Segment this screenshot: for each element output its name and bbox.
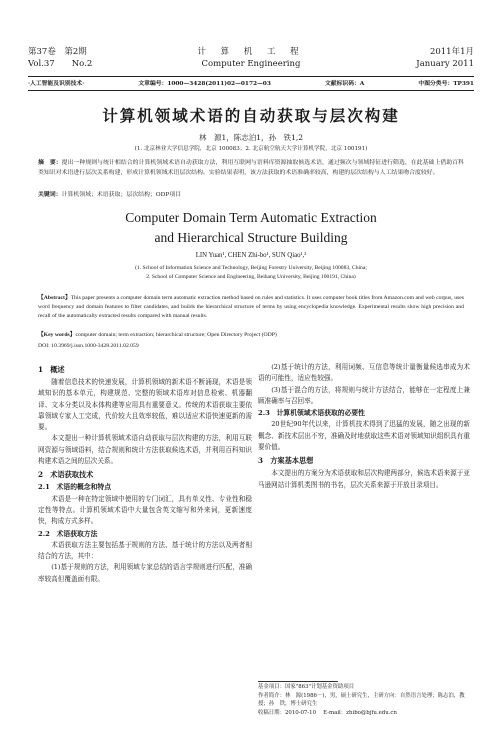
footnote-email: E-mail：zhibo@bjfu.edu.cn [323,709,397,716]
title-en-line-2: and Hierarchical Structure Building [154,230,348,245]
keywords-en-text: computer domain; term extraction; hierarchical structure; Open Directory Project (ODP) [75,332,277,338]
running-header [28,46,474,76]
section-2-2-heading: 2.2 术语获取方法 [38,529,98,538]
section-2-2-paragraph-1: 术语获取方法主要包括基于规则的方法、基于统计的方法以及两者相结合的方法，其中： [38,540,252,561]
keywords-cn [38,190,464,200]
section-2-2-item-3: (3)基于混合的方法，将规则与统计方法结合，能够在一定程度上兼顾准确率与召回率。 [258,385,470,405]
section-3-heading: 3 方案基本思想 [258,456,314,466]
clc-number: 中图分类号：TP391 [418,81,474,87]
footnote-received: 收稿日期：2010-07-10 [258,709,317,716]
keywords-cn-label: 关键词： [38,191,62,198]
abstract-en-label: 【Abstract】 [38,295,71,301]
journal-name-cn: 计 算 机 工 程 [197,47,305,57]
date-en: January 2011 [416,59,474,69]
paper-title-cn: 计算机领域术语的自动获取与层次构建 [102,106,400,125]
affiliation-en-2: 2. School of Computer Science and Engineering, Beihang University, Beijing 100191, China) [146,274,356,280]
affiliation-en-1: (1. School of Information Science and Technology, Beijing Forestry University, Beijing 100083, China; [135,265,367,271]
authors-cn: 林 源1，陈志泊1，孙 铁1,2 [199,133,303,142]
abstract-en [38,294,464,322]
volume-cn: 第37卷 第2期 [28,47,87,57]
footnote-rule [258,681,338,682]
header-rule-bottom [28,90,474,91]
affiliation-cn: (1. 北京林业大学信息学院，北京 100083；2. 北京航空航天大学计算机学院，北京 100191) [134,146,368,152]
body-column-left [38,362,252,585]
section-2-3-paragraph: 20世纪90年代以来，计算机技术得到了迅猛的发展，随之出现的新概念、新技术层出不穷，准确及时地获取这些术语对领域知识组织具有重要价值。 [258,420,470,452]
section-2-2-item-2: (2)基于统计的方法，利用词频、互信息等统计量衡量候选串成为术语的可能性，适应性较强。 [258,363,470,383]
article-number: 文章编号：1000—3428(2011)02—0172—03 [138,81,271,87]
paper-title-en [0,208,502,248]
section-2-1-paragraph: 术语是一种在特定领域中使用的专门词汇，具有单义性、专业性和稳定性等特点。计算机领域术语中大量包含英文缩写和外来词，更新速度快，构成方式多样。 [38,494,252,526]
footnote-dates [258,709,470,718]
title-en-line-1: Computer Domain Term Automatic Extraction [125,210,377,225]
body-column-right [258,362,470,491]
abstract-cn-text: 提出一种规则与统计相结合的计算机领域术语自动获取方法，利用互联网与语料库资源抽取候选术语，通过频次与领域特征进行筛选，在此基础上借助百科类知识对术语进行层次关系构建，形成计算机领域术语层次结构。实验结果表明，该方法获取的术语准确率较高，构建的层次结构与人工结果吻合度较好。 [38,160,465,176]
keywords-cn-text: 计算机领域；术语获取；层次结构；ODP项目 [61,192,182,198]
header-journal [177,46,326,76]
volume-en: Vol.37 No.2 [28,59,93,69]
article-meta-line [28,78,474,90]
footnote-funding: 基金项目：国家"863"计划基金资助项目 [258,684,355,690]
section-3-paragraph: 本文提出的方案分为术语获取和层次构建两部分，候选术语来源于亚马逊网站计算机类图书的书名，层次关系来源于开放目录项目。 [258,469,470,489]
abstract-cn-label: 摘 要： [38,159,62,166]
header-date [325,46,474,76]
section-2-heading: 2 术语获取技术 [38,470,94,480]
section-2-3-heading: 2.3 计算机领域术语获取的必要性 [258,409,365,418]
keywords-en [38,331,464,340]
section-1-paragraph-1: 随着信息技术的快速发展，计算机领域的新术语不断涌现，术语是领域知识的基本单元，构建规范、完整的领域术语库对信息检索、机器翻译、文本分类以及本体构建等应用具有重要意义。传统的术语获取主要依靠领域专家人工完成，代价较大且效率较低，难以适应术语快速更新的需要。 [38,378,252,432]
header-volume [28,46,177,76]
affiliation-en [40,264,462,282]
document-code: 文献标识码：A [325,81,365,87]
section-1-heading: 1 概述 [38,365,65,374]
column-name: ·人工智能及识别技术· [28,81,85,87]
authors-en: LIN Yuan¹, CHEN Zhi-bo¹, SUN Qiao¹,² [195,252,307,259]
journal-name-en: Computer Engineering [201,59,301,69]
keywords-en-label: 【Key words】 [38,332,76,338]
section-2-1-heading: 2.1 术语的概念和特点 [38,483,111,492]
footnote-bio: 作者简介：林 源(1986－)，男，硕士研究生，主研方向：自然语言处理；陈志泊，教授；孙 铁，博士研究生 [258,692,465,708]
doi-line: DOI: 10.3969/j.issn.1000-3428.2011.02.059 [38,343,139,349]
section-1-paragraph-2: 本文提出一种计算机领域术语自动获取与层次构建的方法，利用互联网资源与领域语料，结合规则和统计方法获取候选术语，并利用百科知识构建术语之间的层次关系。 [38,434,252,466]
abstract-cn [38,158,464,178]
header-rule-top [28,76,474,77]
abstract-en-text: This paper presents a computer domain term automatic extraction method based on rules and statistics. It uses computer book titles from Amazon.com and web corpus, uses word frequency and domain features to filter candidates, and builds the hierarchical structure of terms by using encyclopedia knowledge. Experimental results show high precision and recall of the automatically extracted results compared with manual results. [38,295,464,320]
date-cn: 2011年1月 [429,47,474,57]
section-2-2-item-1: (1)基于规则的方法，利用领域专家总结的语言学规则进行匹配，准确率较高但覆盖面有限。 [38,563,252,583]
footnote [258,683,470,717]
